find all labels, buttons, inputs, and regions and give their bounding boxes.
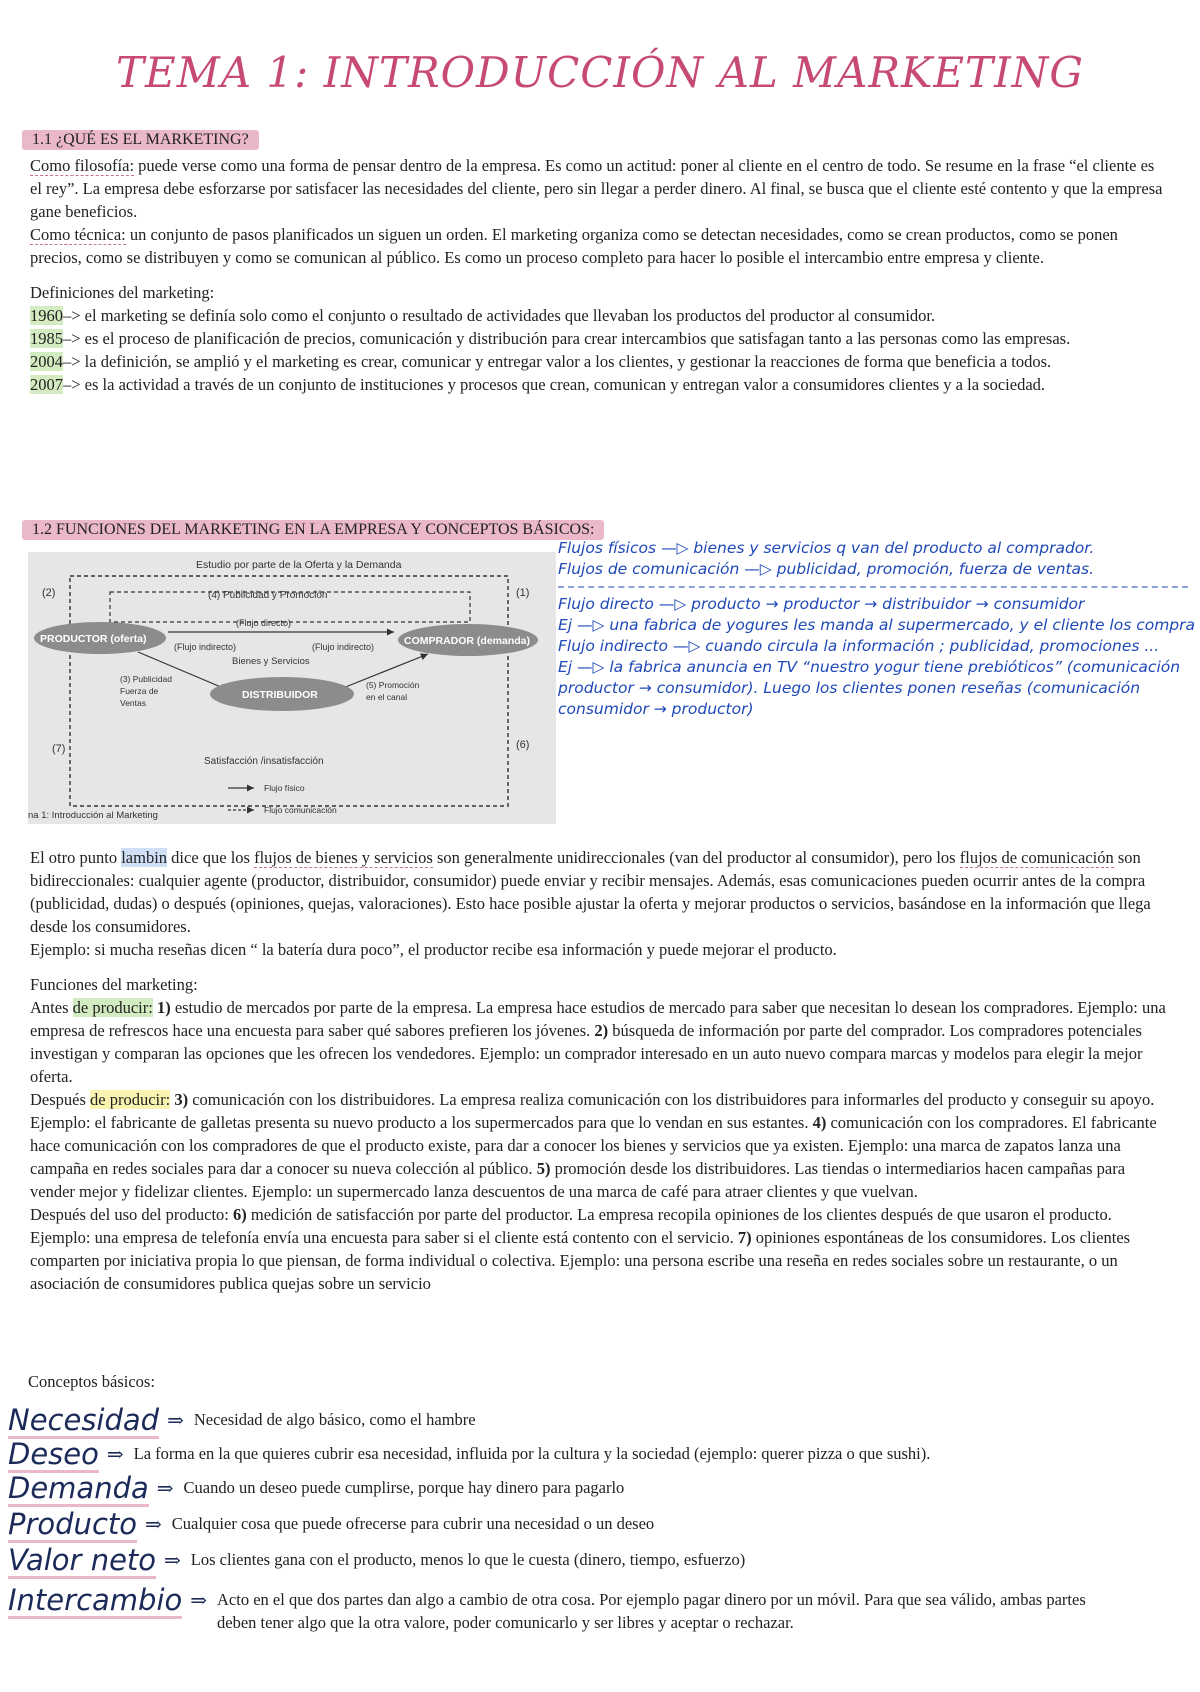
page-title: TEMA 1: INTRODUCCIÓN AL MARKETING [116, 48, 1084, 97]
diagram-label-1: (1) [516, 587, 530, 599]
step-number: 7) [737, 1228, 752, 1247]
concept-row [8, 1584, 1188, 1634]
double-arrow-icon: ⇒ [145, 1514, 162, 1536]
flujo-directo-label: (Flujo directo) [236, 618, 292, 628]
example-line: Ejemplo: si mucha reseñas dicen “ la batería dura poco”, el productor recibe esa información y puede mejorar el producto. [30, 940, 837, 959]
text-run: búsqueda de información por parte del comprador. Los compradores potenciales investigan y comparan las opciones que les ofrecen los vendedores. Ejemplo: un comprador interesado en un auto nuevo compara marcas y modelos para elegir la mejor oferta. [30, 1021, 1143, 1086]
text-run: Antes [30, 998, 73, 1017]
concept-word: Producto [8, 1507, 137, 1541]
diagram-label-6: (6) [516, 739, 530, 751]
double-arrow-icon: ⇒ [106, 1444, 124, 1466]
diagram-label-3b: Fuerza de [120, 686, 159, 696]
diagram-label-4: (4) Publicidad y Promoción [208, 590, 328, 601]
section-2-body [30, 846, 1170, 1295]
comprador-label: COMPRADOR (demanda) [404, 635, 531, 647]
concept-row [8, 1438, 1188, 1473]
diagram-label-3a: (3) Publicidad [120, 674, 172, 684]
handwritten-notes [558, 538, 1198, 804]
definition-year: 1985 [30, 329, 63, 348]
step-number: 5) [536, 1159, 551, 1178]
text-run: dice que los [167, 848, 255, 867]
tecnica-label: Como técnica: [30, 225, 126, 244]
distribuidor-label: DISTRIBUIDOR [242, 689, 318, 701]
legend-comunicacion: Flujo comunicación [264, 805, 337, 815]
diagram-top-label: Estudio por parte de la Oferta y la Demanda [196, 559, 402, 571]
functions-use [30, 1203, 1170, 1295]
concept-word: Demanda [8, 1471, 149, 1505]
section-1-body [30, 154, 1170, 396]
note-line: Flujo indirecto —▷ cuando circula la información ; publicidad, promociones ... [558, 637, 1160, 655]
double-arrow-icon: ⇒ [156, 1478, 174, 1500]
concept-row [8, 1508, 1188, 1543]
concept-word: Valor neto [8, 1543, 157, 1577]
text-run: estudio de mercados por parte de la empresa. La empresa hace estudios de mercado para saber que necesitan lo desean los compradores. Ejemplo: una empresa de refrescos hace una encuesta para saber qué sabores prefieren los jóvenes. [30, 998, 1166, 1040]
double-arrow-icon: ⇒ [167, 1410, 184, 1432]
concept-definition: Cuando un deseo puede cumplirse, porque hay dinero para pagarlo [183, 1478, 625, 1497]
flow-diagram-svg [28, 552, 556, 824]
double-arrow-icon: ⇒ [190, 1590, 208, 1612]
satisfaccion-label: Satisfacción /insatisfacción [204, 756, 324, 767]
productor-label: PRODUCTOR (oferta) [40, 633, 147, 645]
text-run: promoción desde los distribuidores. Las tiendas o intermediarios hacen campañas para vender mejor y fidelizar clientes. Ejemplo: un supermercado lanza descuentos de una marca de café para atraer clientes y que vuelvan. [30, 1159, 1126, 1201]
flujo-indirecto-label-2: (Flujo indirecto) [312, 642, 375, 652]
definition-item [30, 304, 1170, 327]
diagram-label-7: (7) [52, 743, 66, 755]
highlight: de producir: [72, 998, 153, 1017]
section-heading-1: 1.1 ¿QUÉ ES EL MARKETING? [22, 130, 259, 150]
text-run: medición de satisfacción por parte del productor. La empresa recopila opiniones de los clientes después de que usaron el producto. Ejemplo: una empresa de telefonía envía una encuesta para saber si el cliente está contento con el servicio. [30, 1205, 1112, 1247]
definition-year: 2007 [30, 375, 63, 394]
step-number: 4) [812, 1113, 827, 1132]
step-number: 1) [152, 998, 171, 1017]
tecnica-paragraph [30, 223, 1170, 269]
definition-item [30, 373, 1170, 396]
definitions-title: Definiciones del marketing: [30, 283, 215, 302]
concepts-title: Conceptos básicos: [28, 1372, 155, 1391]
text-run: Después [30, 1090, 91, 1109]
concept-row [8, 1472, 1188, 1507]
diagram-label-2: (2) [42, 587, 56, 599]
functions-before [30, 996, 1170, 1088]
diagram-label-3c: Ventas [120, 698, 146, 708]
concept-definition: Los clientes gana con el producto, menos lo que le cuesta (dinero, tiempo, esfuerzo) [190, 1550, 746, 1569]
definition-year: 2004 [30, 352, 63, 371]
definition-item [30, 327, 1170, 350]
concept-row [8, 1404, 1188, 1439]
flujos-bienes-term: flujos de bienes y servicios [254, 848, 433, 867]
filosofia-text: puede verse como una forma de pensar dentro de la empresa. Es como un actitud: poner al cliente en el centro de todo. Se resume en la frase “el cliente es el rey”. La empresa debe esforzarse por satisfacer las necesidades del cliente, pero sin llegar a perder dinero. Al final, se busca que el cliente esté contento y que la empresa gane beneficios. [30, 156, 1163, 221]
concept-definition: Necesidad de algo básico, como el hambre [193, 1410, 476, 1429]
concept-word: Intercambio [8, 1583, 183, 1617]
legend-fisico: Flujo físico [264, 783, 305, 793]
lambin-highlight: lambin [121, 848, 168, 867]
note-line: Flujos de comunicación —▷ publicidad, promoción, fuerza de ventas. [558, 560, 1095, 578]
concept-definition: Cualquier cosa que puede ofrecerse para cubrir una necesidad o un deseo [171, 1514, 655, 1533]
marketing-flow-diagram [28, 552, 556, 824]
filosofia-paragraph [30, 154, 1170, 223]
section-heading-2: 1.2 FUNCIONES DEL MARKETING EN LA EMPRESA Y CONCEPTOS BÁSICOS: [22, 520, 604, 540]
text-run: comunicación con los compradores. El fabricante hace comunicación con los compradores de que el producto existe, para dar a conocer los bienes y servicios que ya existen. Ejemplo: una marca de zapatos lanza una campaña en redes sociales para dar a conocer su nueva colección al público. [30, 1113, 1157, 1178]
highlight: de producir: [90, 1090, 171, 1109]
note-line: Ej —▷ la fabrica anuncia en TV “nuestro yogur tiene prebióticos” (comunicación productor → consumidor). Luego los clientes ponen reseñas (comunicación consumidor → productor) [558, 658, 1181, 718]
diagram-label-5b: en el canal [366, 692, 408, 702]
functions-after [30, 1088, 1170, 1203]
definition-text: –> la definición, se amplió y el marketing es crear, comunicar y entregar valor a los clientes, y gestionar la reacciones de forma que beneficia a todos. [63, 352, 1052, 371]
text-run: Después del uso del producto: [30, 1205, 234, 1224]
definition-item [30, 350, 1170, 373]
tecnica-text: un conjunto de pasos planificados un siguen un orden. El marketing organiza como se detectan necesidades, como se crean productos, como se ponen precios, como se distribuyen y como se comunican al público. Es como un proceso completo para hacer lo posible el intercambio entre empresa y cliente. [30, 225, 1118, 267]
concept-word: Deseo [8, 1437, 99, 1471]
functions-title: Funciones del marketing: [30, 975, 198, 994]
text-run: son generalmente unidireccionales (van del productor al consumidor), pero los [432, 848, 960, 867]
concept-definition: La forma en la que quieres cubrir esa necesidad, influida por la cultura y la sociedad (ejemplo: querer pizza o que sushi). [133, 1444, 931, 1463]
step-number: 2) [594, 1021, 609, 1040]
flujos-comunicacion-term: flujos de comunicación [959, 848, 1114, 867]
concept-word: Necesidad [8, 1403, 160, 1437]
filosofia-label: Como filosofía: [30, 156, 135, 175]
definition-text: –> es el proceso de planificación de precios, comunicación y distribución para crear intercambios que satisfagan tanto a las personas como las empresas. [63, 329, 1071, 348]
concept-definition: Acto en el que dos partes dan algo a cambio de otra cosa. Por ejemplo pagar dinero por un móvil. Para que sea válido, ambas partes deben tener algo que la otra valore, poder comunicarlo y ser libres y aceptar o rechazar. [217, 1590, 1086, 1632]
text-run: El otro punto [30, 848, 122, 867]
double-arrow-icon: ⇒ [164, 1550, 181, 1572]
concept-row [8, 1544, 1188, 1579]
definition-text: –> es la actividad a través de un conjunto de instituciones y procesos que crean, comunican y entregan valor a consumidores clientes y a la sociedad. [63, 375, 1046, 394]
diagram-caption: na 1: Introducción al Marketing [28, 810, 158, 821]
flows-paragraph [30, 846, 1170, 938]
note-line: Flujos físicos —▷ bienes y servicios q van del producto al comprador. [558, 539, 1095, 557]
definition-year: 1960 [30, 306, 63, 325]
note-line: Flujo directo —▷ producto → productor → distribuidor → consumidor [558, 595, 1085, 613]
step-number: 6) [233, 1205, 247, 1224]
bienes-label: Bienes y Servicios [232, 656, 310, 667]
flujo-indirecto-label-1: (Flujo indirecto) [174, 642, 237, 652]
text-run: opiniones espontáneas de los consumidores. Los clientes comparten por iniciativa propia lo que piensan, de forma individual o colectiva. Ejemplo: una persona escribe una reseña en redes sociales sobre un restaurante, o un asociación de consumidores publica quejas sobre un servicio [30, 1228, 1131, 1293]
text-run: comunicación con los distribuidores. La empresa realiza comunicación con los distribuidores para informarles del producto y conseguir su apoyo. Ejemplo: el fabricante de galletas presenta su nuevo producto a los supermercados para que lo vendan en sus estantes. [30, 1090, 1155, 1132]
step-number: 3) [170, 1090, 189, 1109]
text-run: son bidireccionales: cualquier agente (productor, distribuidor, consumidor) puede enviar y recibir mensajes. Además, esas comunicaciones pueden ocurrir antes de la compra (publicidad, dudas) o después (opiniones, quejas, valoraciones). Esto hace posible ajustar la oferta y mejorar productos o servicios, basándose en la información que llega desde los consumidores. [30, 848, 1151, 936]
diagram-label-5a: (5) Promoción [366, 680, 420, 690]
note-line: Ej —▷ una fabrica de yogures les manda al supermercado, y el cliente los compra [558, 616, 1196, 634]
definition-text: –> el marketing se definía solo como el conjunto o resultado de actividades que llevaban los productos del productor al consumidor. [63, 306, 936, 325]
